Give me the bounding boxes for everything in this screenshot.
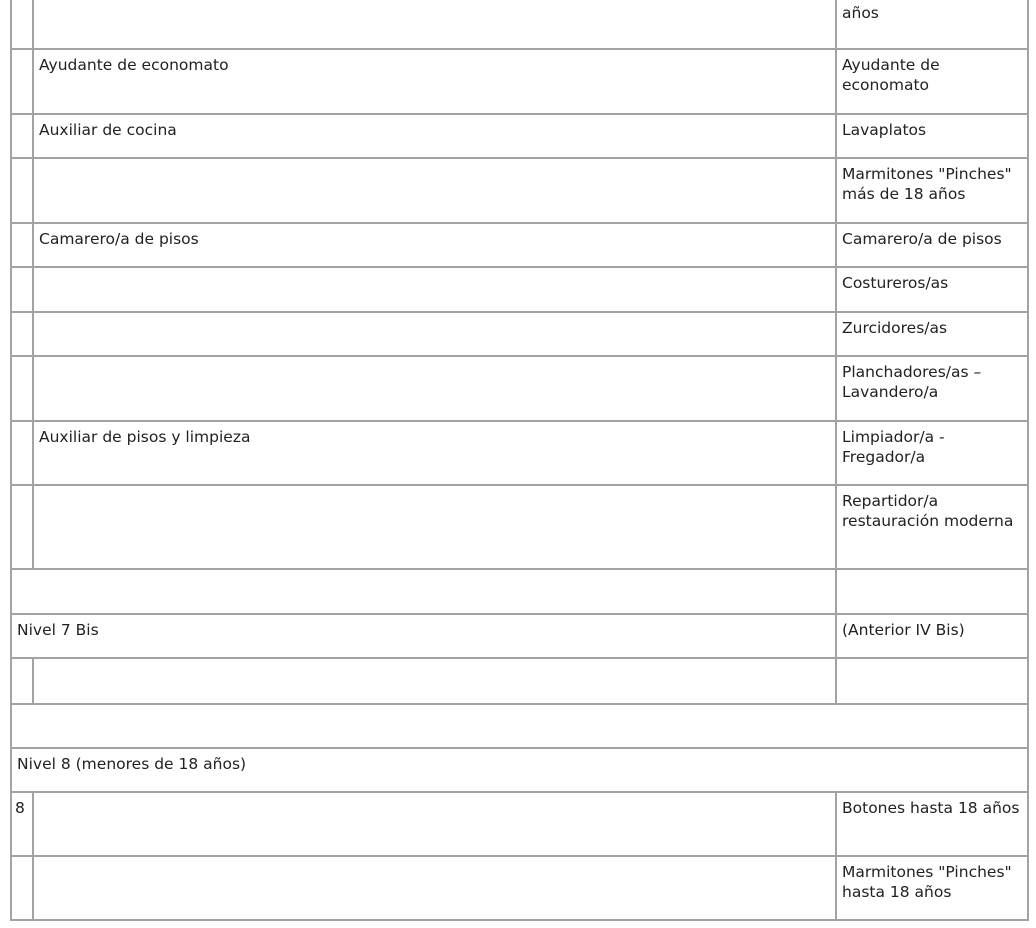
- level-cell: [11, 856, 33, 920]
- level-cell: [11, 658, 33, 704]
- level-cell: [11, 356, 33, 421]
- table-row: [11, 158, 1028, 223]
- group-cell: Auxiliar de pisos y limpieza: [33, 421, 836, 485]
- categories-table: [10, 0, 1029, 921]
- group-cell: [33, 658, 836, 704]
- category-cell: Repartidor/a restauración moderna: [836, 485, 1028, 569]
- category-cell: [836, 569, 1028, 614]
- level-cell: [11, 158, 33, 223]
- spacer-cell: [11, 704, 1028, 748]
- table-row: [11, 658, 1028, 704]
- group-cell: [33, 267, 836, 312]
- level-cell: [11, 114, 33, 158]
- category-cell: Ayudante de economato: [836, 49, 1028, 114]
- category-cell: Botones hasta 18 años: [836, 792, 1028, 856]
- category-cell: Planchadores/as – Lavandero/a: [836, 356, 1028, 421]
- table-row: [11, 856, 1028, 920]
- table-row: [11, 421, 1028, 485]
- table-row: [11, 267, 1028, 312]
- level-title: Nivel 8 (menores de 18 años): [11, 748, 1028, 792]
- level-cell: [11, 267, 33, 312]
- level-cell: [11, 485, 33, 569]
- category-cell: Limpiador/a - Fregador/a: [836, 421, 1028, 485]
- table-row: [11, 223, 1028, 267]
- category-cell: Lavaplatos: [836, 114, 1028, 158]
- group-cell: [33, 792, 836, 856]
- level-cell: [11, 421, 33, 485]
- level-header-row: [11, 748, 1028, 792]
- table-row: [11, 485, 1028, 569]
- level-title: Nivel 7 Bis: [11, 614, 836, 658]
- group-cell: [33, 158, 836, 223]
- level-cell: [11, 223, 33, 267]
- table-row: [11, 49, 1028, 114]
- group-cell: Ayudante de economato: [33, 49, 836, 114]
- category-cell: Marmitones "Pinches" más de 18 años: [836, 158, 1028, 223]
- level-note: (Anterior IV Bis): [836, 614, 1028, 658]
- spacer-row: [11, 704, 1028, 748]
- table-row: [11, 356, 1028, 421]
- category-cell: [836, 658, 1028, 704]
- level-cell: [11, 312, 33, 356]
- table-row: [11, 114, 1028, 158]
- category-cell: Marmitones "Pinches" hasta 18 años: [836, 856, 1028, 920]
- level-cell: [11, 49, 33, 114]
- group-cell: [33, 0, 836, 49]
- table-row: [11, 312, 1028, 356]
- group-cell: [33, 356, 836, 421]
- category-cell: Zurcidores/as: [836, 312, 1028, 356]
- table-row: [11, 569, 1028, 614]
- category-cell: años: [836, 0, 1028, 49]
- level-cell: 8: [11, 792, 33, 856]
- group-cell: Auxiliar de cocina: [33, 114, 836, 158]
- level-cell: [11, 0, 33, 49]
- group-cell: [33, 312, 836, 356]
- table-row: [11, 0, 1028, 49]
- merged-cell: [11, 569, 836, 614]
- group-cell: [33, 856, 836, 920]
- category-cell: Camarero/a de pisos: [836, 223, 1028, 267]
- level-header-row: [11, 614, 1028, 658]
- group-cell: Camarero/a de pisos: [33, 223, 836, 267]
- category-cell: Costureros/as: [836, 267, 1028, 312]
- table-row: [11, 792, 1028, 856]
- group-cell: [33, 485, 836, 569]
